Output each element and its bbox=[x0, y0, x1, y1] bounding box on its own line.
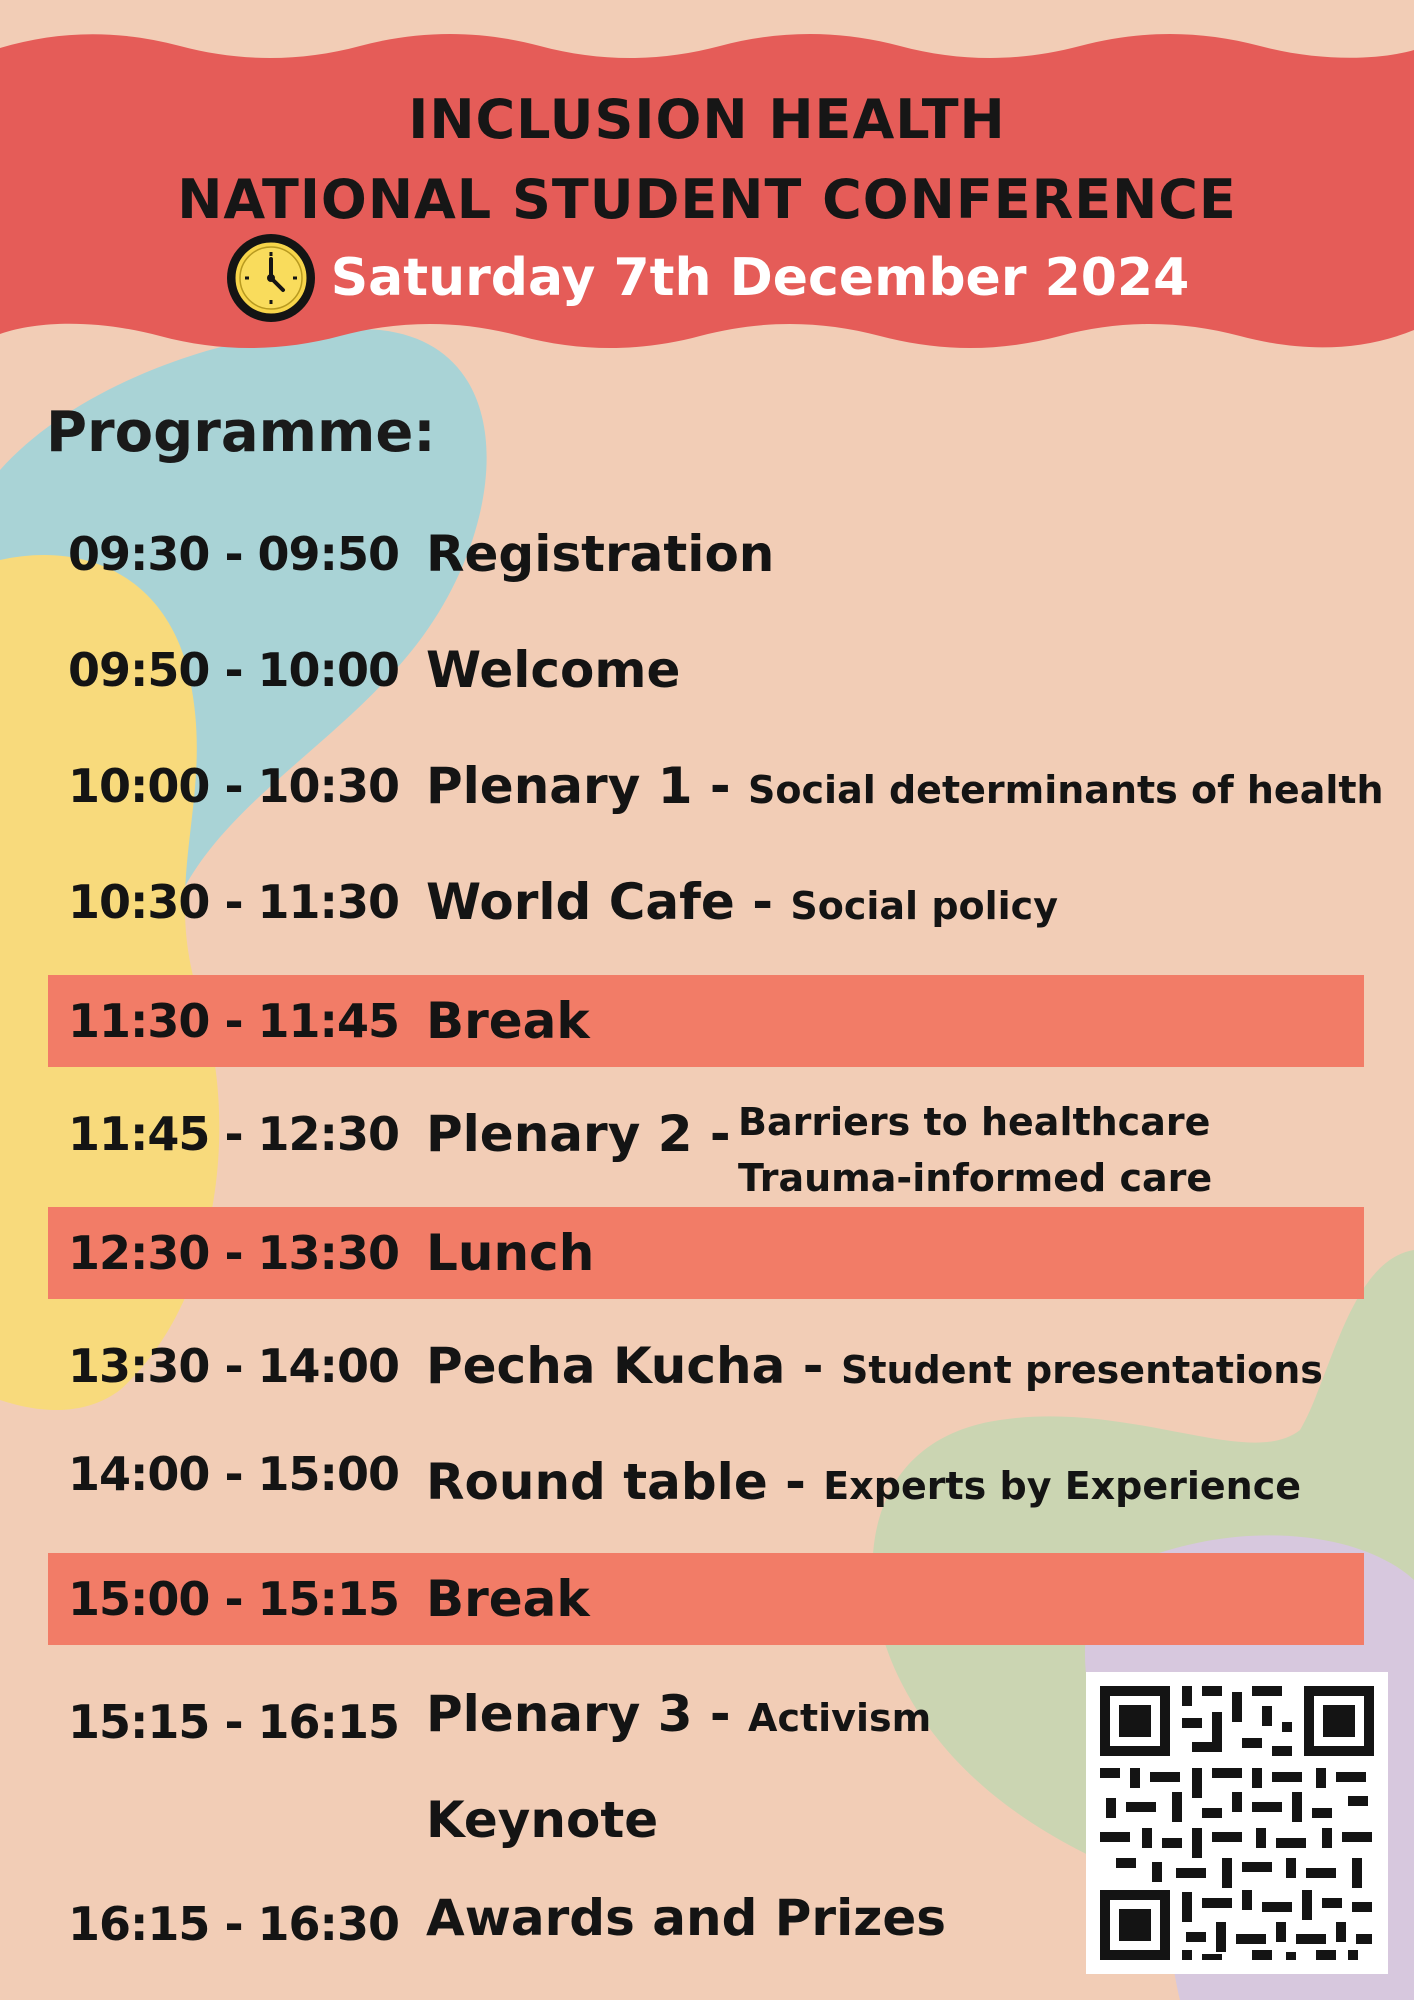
schedule-detail: Social policy bbox=[790, 884, 1058, 928]
schedule-row bbox=[0, 740, 1414, 832]
schedule-title: Break bbox=[426, 1570, 590, 1628]
schedule-row bbox=[0, 1320, 1414, 1412]
programme-heading: Programme: bbox=[46, 400, 436, 465]
schedule-title: Registration bbox=[426, 525, 775, 583]
schedule-detail: Student presentations bbox=[840, 1348, 1323, 1392]
schedule-time: 16:15 - 16:30 bbox=[68, 1897, 399, 1951]
schedule-event bbox=[426, 1436, 1301, 1532]
schedule-time: 11:30 - 11:45 bbox=[68, 994, 399, 1048]
schedule-event bbox=[426, 1320, 1323, 1416]
schedule-time: 15:15 - 16:15 bbox=[68, 1695, 399, 1749]
schedule-event bbox=[426, 856, 1058, 952]
schedule-row bbox=[0, 624, 1414, 716]
schedule-title: Pecha Kucha - bbox=[426, 1337, 841, 1395]
schedule-row-break bbox=[0, 975, 1414, 1067]
event-date: Saturday 7th December 2024 bbox=[330, 248, 1190, 308]
schedule-event bbox=[426, 740, 1384, 836]
schedule-detail: Social determinants of health bbox=[748, 768, 1384, 812]
schedule-title: Plenary 3 - bbox=[426, 1685, 749, 1743]
conference-title-line2: NATIONAL STUDENT CONFERENCE bbox=[177, 168, 1237, 231]
schedule-detail: Activism bbox=[748, 1696, 932, 1740]
schedule-title: World Cafe - bbox=[426, 873, 791, 931]
schedule-row bbox=[0, 1428, 1414, 1520]
schedule-time: 09:50 - 10:00 bbox=[68, 643, 399, 697]
conference-title-line1: INCLUSION HEALTH bbox=[408, 88, 1006, 151]
schedule-time: 14:00 - 15:00 bbox=[68, 1447, 399, 1501]
schedule-time: 10:30 - 11:30 bbox=[68, 875, 399, 929]
schedule-time: 09:30 - 09:50 bbox=[68, 527, 399, 581]
clock-icon bbox=[225, 232, 317, 324]
schedule-time: 11:45 - 12:30 bbox=[68, 1107, 399, 1161]
schedule-time: 15:00 - 15:15 bbox=[68, 1572, 399, 1626]
schedule-title: Round table - bbox=[426, 1453, 824, 1511]
schedule-title: Keynote bbox=[426, 1791, 659, 1849]
schedule-detail: Experts by Experience bbox=[823, 1464, 1302, 1508]
schedule-detail-line2: Trauma-informed care bbox=[738, 1156, 1213, 1200]
date-row bbox=[0, 232, 1414, 324]
schedule-title: Welcome bbox=[426, 641, 681, 699]
schedule-time: 13:30 - 14:00 bbox=[68, 1339, 399, 1393]
schedule-title: Awards and Prizes bbox=[426, 1889, 946, 1947]
schedule-row-lunch bbox=[0, 1207, 1414, 1299]
schedule-row bbox=[0, 508, 1414, 600]
schedule-detail-line1: Barriers to healthcare bbox=[738, 1100, 1211, 1144]
qr-code[interactable] bbox=[1086, 1672, 1388, 1974]
schedule-row bbox=[0, 1088, 1414, 1200]
schedule-row bbox=[0, 856, 1414, 948]
schedule-title: Lunch bbox=[426, 1224, 595, 1282]
schedule-event bbox=[426, 1668, 931, 1764]
schedule-row-break bbox=[0, 1553, 1414, 1645]
schedule-time: 10:00 - 10:30 bbox=[68, 759, 399, 813]
schedule-title: Break bbox=[426, 992, 590, 1050]
schedule-detail-two-line bbox=[738, 1094, 1212, 1206]
schedule-time: 12:30 - 13:30 bbox=[68, 1226, 399, 1280]
schedule-title: Plenary 2 - bbox=[426, 1105, 731, 1163]
schedule-title: Plenary 1 - bbox=[426, 757, 749, 815]
